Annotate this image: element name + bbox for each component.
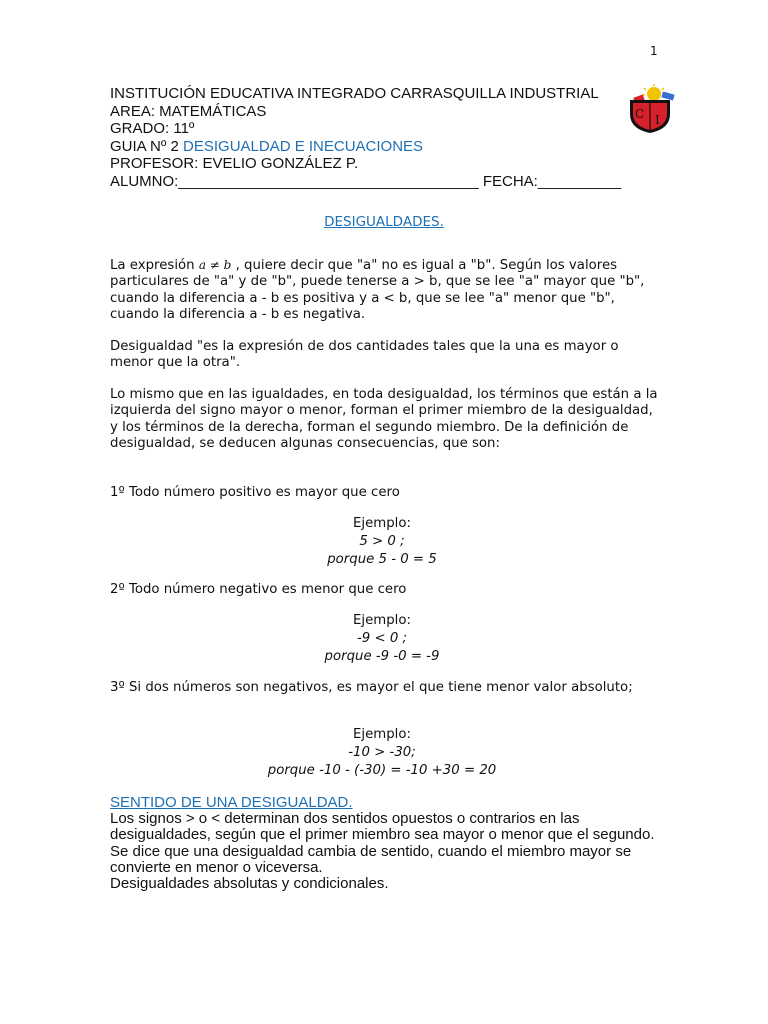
rule-3-example xyxy=(0,726,764,780)
guide-title: DESIGUALDAD E INECUACIONES xyxy=(183,137,424,155)
example-inequality: -9 < 0 ; xyxy=(356,631,408,646)
inequality-expression: a ≠ b xyxy=(198,258,232,272)
grade-line: GRADO: 11º xyxy=(110,120,195,137)
example-label: Ejemplo: xyxy=(353,613,411,628)
area-line: AREA: MATEMÁTICAS xyxy=(110,102,267,120)
school-logo xyxy=(624,84,676,134)
document-header xyxy=(110,85,621,190)
example-label: Ejemplo: xyxy=(353,516,411,531)
rule-2-example xyxy=(0,612,764,666)
page-title: DESIGUALDADES. xyxy=(324,214,444,230)
example-inequality: 5 > 0 ; xyxy=(359,534,405,549)
members-paragraph: Lo mismo que en las igualdades, en toda desigualdad, los términos que están a la izquierda del signo mayor o menor, forman el primer miembro de la desigualdad, y los términos de la derecha, forman el segundo miembro. De la definición de desigualdad, se deducen algunas consecuencias, que son: xyxy=(110,387,658,451)
school-shield-icon xyxy=(624,84,676,134)
example-explanation: porque -10 - (-30) = -10 +30 = 20 xyxy=(267,763,497,778)
guide-line xyxy=(110,138,621,156)
institution-name: INSTITUCIÓN EDUCATIVA INTEGRADO CARRASQUILLA INDUSTRIAL xyxy=(110,85,599,102)
section-subtitle: Desigualdades absolutas y condicionales. xyxy=(110,875,389,893)
rule-1-text: 1º Todo número positivo es mayor que cero xyxy=(110,485,400,500)
section-paragraph: Los signos > o < determinan dos sentidos opuestos o contrarios en las desigualdades, según que el primer miembro sea mayor o menor que el segundo. Se dice que una desigualdad cambia de sentido, cuando el miembro mayor se convierte en menor o viceversa. Desigualdades absolutas y condicionales. xyxy=(110,811,658,892)
rule-2-text: 2º Todo número negativo es menor que cero xyxy=(110,582,407,597)
intro-paragraph: La expresión a ≠ b , quiere decir que "a" no es igual a "b". Según los valores particulares de "a" y de "b", puede tenerse a > b, que se lee "a" mayor que "b", cuando la diferencia a - b es positiva y a < b, que se lee "a" menor que "b", cuando la diferencia a - b es negativa. xyxy=(110,258,645,322)
teacher-line: PROFESOR: EVELIO GONZÁLEZ P. xyxy=(110,155,359,172)
page-number: 1 xyxy=(650,44,658,58)
rule-1-example xyxy=(0,515,764,569)
example-inequality: -10 > -30; xyxy=(348,745,416,760)
svg-text:I: I xyxy=(655,113,660,127)
section-title: SENTIDO DE UNA DESIGUALDAD. xyxy=(110,794,353,811)
example-label: Ejemplo: xyxy=(353,727,411,742)
guide-prefix: GUIA Nº 2 xyxy=(110,137,184,155)
example-explanation: porque -9 -0 = -9 xyxy=(324,649,440,664)
definition-paragraph: Desigualdad "es la expresión de dos cantidades tales que la una es mayor o menor que la otra". xyxy=(110,339,619,371)
student-date-line: ALUMNO:____________________________________ FECHA:__________ xyxy=(110,172,622,190)
rule-3-text: 3º Si dos números son negativos, es mayor el que tiene menor valor absoluto; xyxy=(110,680,633,695)
svg-text:C: C xyxy=(635,107,645,121)
example-explanation: porque 5 - 0 = 5 xyxy=(327,552,437,567)
